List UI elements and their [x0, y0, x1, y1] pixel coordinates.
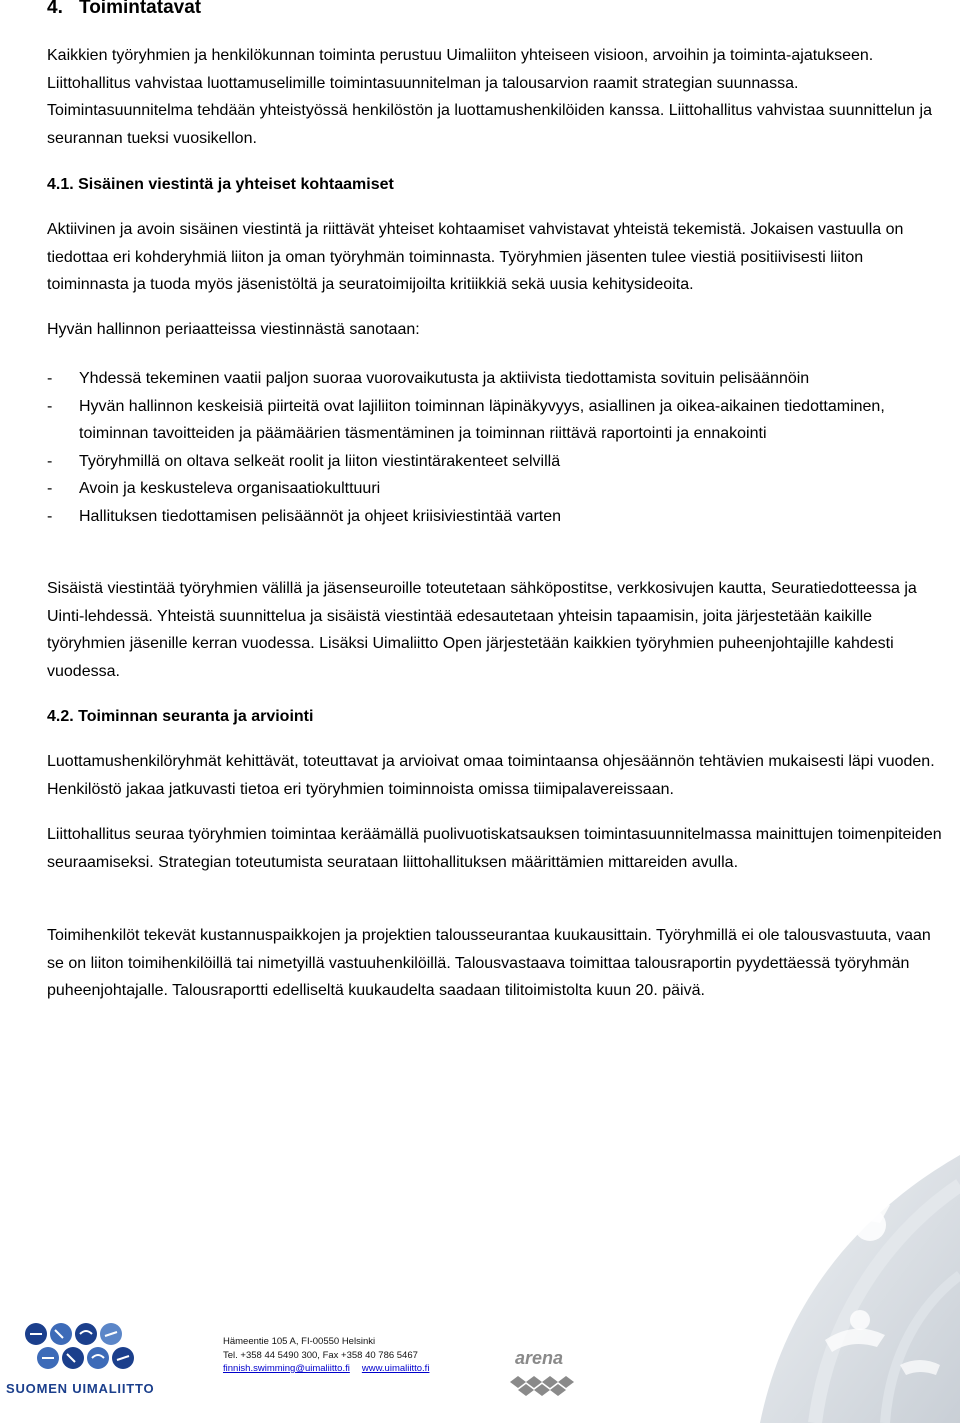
section-4-title: Toimintatavat — [79, 0, 202, 18]
footer-logo-text: SUOMEN UIMALIITTO — [6, 1381, 155, 1396]
bullet-dash: - — [47, 480, 53, 497]
footer-address: Hämeentie 105 A, FI-00550 Helsinki — [223, 1336, 376, 1347]
footer-website-link[interactable]: www.uimaliitto.fi — [361, 1363, 430, 1374]
bullet-dash: - — [47, 452, 53, 470]
principles-list — [47, 365, 947, 530]
arena-sponsor-text: arena — [515, 1348, 564, 1368]
section-4-intro: Kaikkien työryhmien ja henkilökunnan toiminta perustuu Uimaliiton yhteiseen visioon, arvoihin ja toiminta-ajatukseen. Liittohallitus vahvistaa luottamuselimille toimintasuunnitelman ja talousarvion raamit strategian suunnassa. Toimintasuunnitelma tehdään yhteistyössä henkilöstön ja luottamushenkilöiden kanssa. Liittohallitus vahvistaa suunnittelun ja seurannan tueksi vuosikellon. — [47, 47, 932, 147]
section-4-heading — [47, 0, 201, 19]
section-4-1-paragraph-3: Sisäistä viestintää työryhmien välillä ja jäsenseuroille toteutetaan sähköpostitse, verkkosivujen kautta, Seuratiedotteessa ja Uinti-lehdessä. Yhteistä suunnittelua ja sisäistä viestintää edesautetaan yhteisin tapaamisin, joita järjestetään kaikille työryhmien jäsenille kerran vuodessa. Lisäksi Uimaliitto Open järjestetään kaikkien työryhmien puheenjohtajille kahdesti vuodessa. — [47, 580, 917, 680]
section-4-1-paragraph-1: Aktiivinen ja avoin sisäinen viestintä ja riittävät yhteiset kohtaamiset vahvistavat yhteistä tekemistä. Jokaisen vastuulla on tiedottaa eri kohderyhmiä liiton ja oman työryhmän toiminnasta. Työryhmien jäsenten tulee viestiä positiivisesti liiton toiminnasta ja tuoda myös jäsenistöltä ja seuratoimijoilta kritiikkiä sekä uusia kehitysideoita. — [47, 221, 904, 293]
list-item-text: Hyvän hallinnon keskeisiä piirteitä ovat lajiliiton toiminnan läpinäkyvyys, asiallinen ja oikea-aikainen tiedottaminen, toiminnan tavoitteiden ja päämäärien täsmentäminen ja toiminnan riittävä raportointi ja ennakointi — [79, 397, 885, 442]
list-item-text: Yhdessä tekeminen vaatii paljon suoraa vuorovaikutusta ja aktiivista tiedottamista sovituin pelisäännöin — [79, 370, 810, 387]
list-item-text: Avoin ja keskusteleva organisaatiokulttuuri — [79, 480, 381, 497]
list-item — [47, 448, 947, 476]
footer-contact — [223, 1335, 429, 1376]
bullet-dash: - — [47, 507, 53, 525]
footer-email-link[interactable]: finnish.swimming@uimaliitto.fi — [223, 1363, 350, 1374]
section-4-2-paragraph-3: Toimihenkilöt tekevät kustannuspaikkojen ja projektien talousseurantaa kuukausittain. Työryhmillä ei ole talousvastuuta, vaan se on liiton toimihenkilöillä tai nimetyillä vastuuhenkilöillä. Talousvastaava toimittaa talousraportin pyydettäessä työryhmän puheenjohtajalle. Talousraportti edelliseltä kuukaudelta saadaan tilitoimistolta kuun 20. päivä. — [47, 927, 931, 999]
section-4-2-heading: 4.2. Toiminnan seuranta ja arviointi — [47, 708, 314, 725]
list-item-text: Hallituksen tiedottamisen pelisäännöt ja ohjeet kriisiviestintää varten — [79, 507, 562, 525]
section-4-2-paragraph-1: Luottamushenkilöryhmät kehittävät, toteuttavat ja arvioivat omaa toimintaansa ohjesäännön tehtävien mukaisesti läpi vuoden. Henkilöstö jakaa jatkuvasti tietoa eri työryhmien toiminnoista omissa tiimipalavereissaan. — [47, 753, 935, 798]
list-item — [47, 503, 947, 531]
section-4-2-paragraph-2: Liittohallitus seuraa työryhmien toimintaa keräämällä puolivuotiskatsauksen toimintasuunnitelmassa mainittujen toimenpiteiden seuraamiseksi. Strategian toteutumista seurataan liittohallituksen määrittämien mittareiden avulla. — [47, 826, 942, 871]
swimmer-graphic-icon — [640, 1155, 960, 1423]
section-4-1-paragraph-2: Hyvän hallinnon periaatteissa viestinnästä sanotaan: — [47, 321, 420, 338]
list-item — [47, 475, 947, 503]
arena-diamond-logo-icon — [500, 1350, 580, 1400]
section-4-number: 4. — [47, 0, 63, 18]
footer-phone: Tel. +358 44 5490 300, Fax +358 40 786 5467 — [223, 1349, 418, 1361]
section-4-1-heading: 4.1. Sisäinen viestintä ja yhteiset kohtaamiset — [47, 176, 394, 193]
list-item — [47, 365, 947, 393]
list-item — [47, 393, 947, 448]
list-item-text: Työryhmillä on oltava selkeät roolit ja liiton viestintärakenteet selvillä — [79, 452, 561, 470]
bullet-dash: - — [47, 370, 53, 387]
bullet-dash: - — [47, 397, 53, 415]
